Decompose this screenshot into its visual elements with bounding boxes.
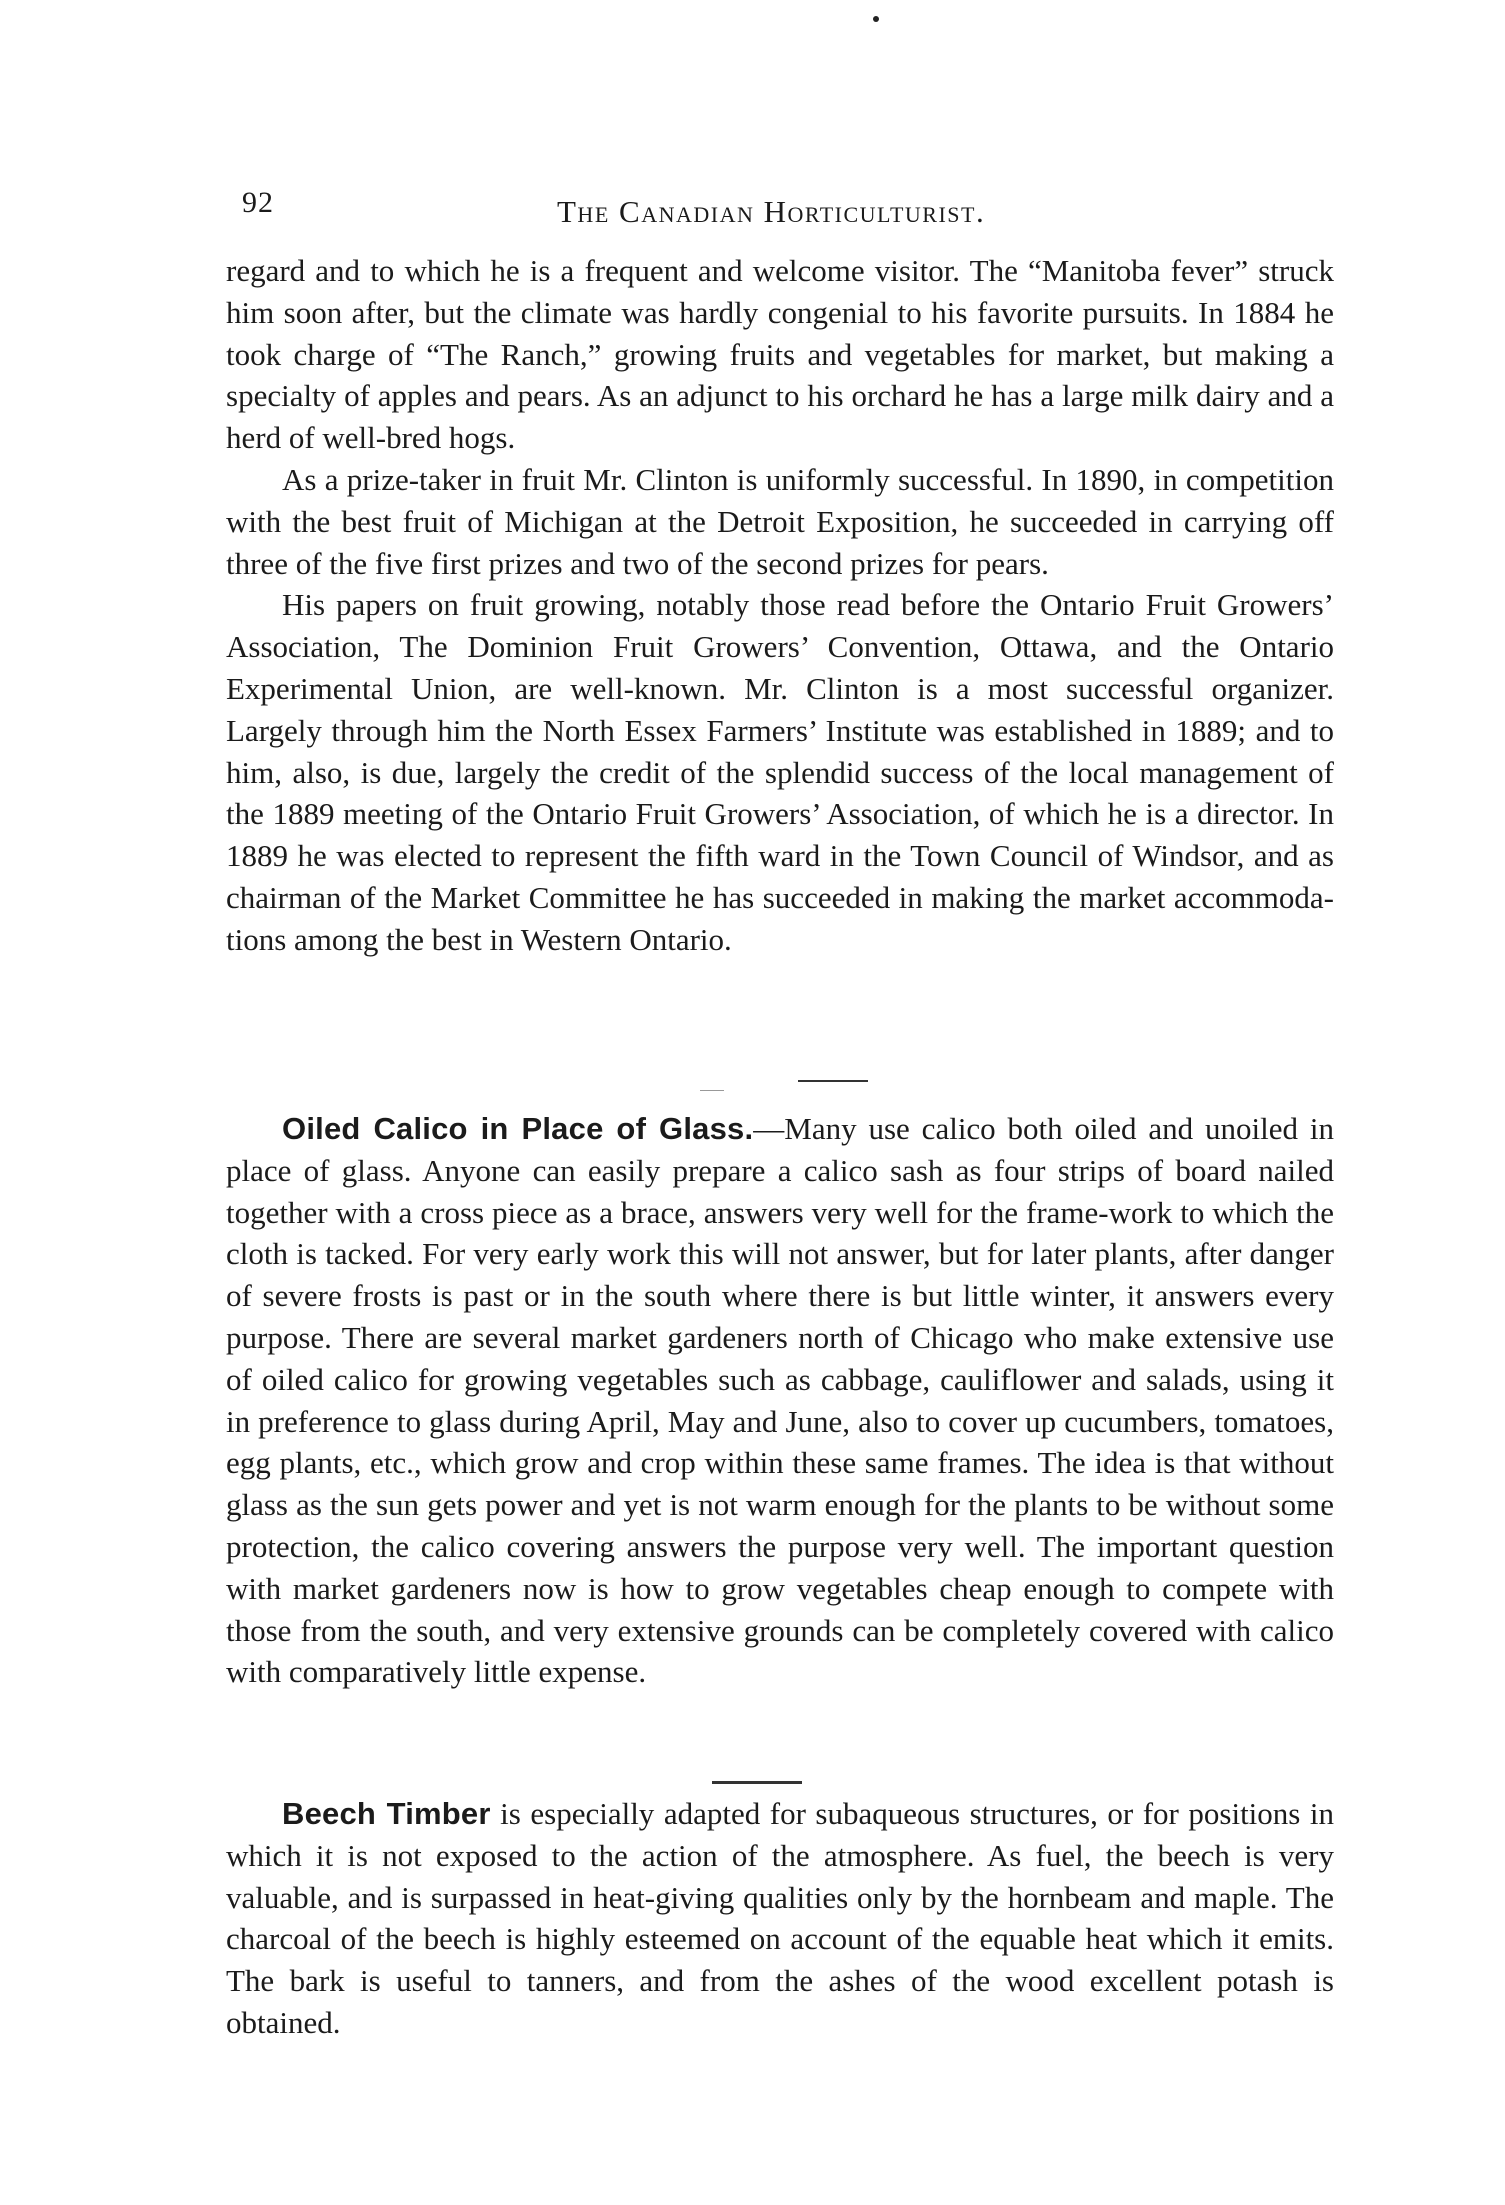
oiled-calico-paragraph xyxy=(226,1108,1334,1693)
article-divider xyxy=(712,1781,802,1784)
section-divider-faint xyxy=(700,1090,724,1091)
clinton-biography xyxy=(226,250,1334,961)
beech-timber-article xyxy=(226,1793,1334,2044)
section-divider xyxy=(798,1080,868,1082)
paragraph-prize-taker: As a prize-taker in fruit Mr. Clinton is uniformly successful. In 1890, in competition with the best fruit of Michigan at the Detroit Exposition, he succeeded in carrying off three of the five first prizes and two of the second prizes for pears. xyxy=(226,461,1334,581)
beech-timber-paragraph xyxy=(226,1793,1334,2044)
running-title: The Canadian Horticulturist. xyxy=(557,194,986,229)
oiled-calico-article xyxy=(226,1108,1334,1693)
beech-timber-heading: Beech Timber xyxy=(282,1796,491,1831)
ink-dot xyxy=(873,16,879,22)
paragraph-manitoba: regard and to which he is a frequent and welcome visitor. The “Manitoba fever” struck him soon after, but the climate was hardly congenial to his favorite pursuits. In 1884 he took charge of “The Ranch,” growing fruits and vegetables for market, but making a specialty of apples and pears. As an adjunct to his orchard he has a large milk dairy and a herd of well-bred hogs. xyxy=(226,253,1334,456)
paragraph-papers: His papers on fruit growing, notably those read before the Ontario Fruit Growers’ Association, The Dominion Fruit Growers’ Convention, Ottawa, and the Ontario Experimental Union, are well-known. Mr. Clinton is a most successful organizer. Largely through him the North Essex Farmers’ Institute was established in 1889; and to him, also, is due, largely the credit of the splendid success of the local management of the 1889 meeting of the Ontario Fruit Growers’ Association, of which he is a director. In 1889 he was elected to represent the fifth ward in the Town Council of Windsor, and as chairman of the Market Committee he has succeeded in making the market accommodations among the best in Western Ontario. xyxy=(226,587,1334,957)
page-header xyxy=(222,186,1312,236)
oiled-calico-heading: Oiled Calico in Place of Glass. xyxy=(282,1111,754,1146)
page-number: 92 xyxy=(242,186,274,219)
beech-timber-body: is especially adapted for subaqueous structures, or for positions in which it is not exposed to the action of the atmosphere. As fuel, the beech is very valuable, and is surpassed in heat-giving qualities only by the hornbeam and maple. The charcoal of the beech is highly esteemed on account of the equable heat which it emits. The bark is useful to tanners, and from the ashes of the wood excellent potash is obtained. xyxy=(226,1796,1334,2040)
oiled-calico-body: —Many use calico both oiled and unoiled in place of glass. Anyone can easily prepare a calico sash as four strips of board nailed together with a cross piece as a brace, answers very well for the frame-work to which the cloth is tacked. For very early work this will not answer, but for later plants, after danger of severe frosts is past or in the south where there is but little winter, it answers every purpose. There are several market gardeners north of Chicago who make extensive use of oiled calico for growing vegetables such as cabbage, cauliflower and salads, using it in preference to glass during April, May and June, also to cover up cucumbers, tomatoes, egg plants, etc., which grow and crop within these same frames. The idea is that without glass as the sun gets power and yet is not warm enough for the plants to be without some protection, the calico covering answers the purpose very well. The important question with market gardeners now is how to grow vegetables cheap enough to compete with those from the south, and very extensive grounds can be completely covered with calico with comparatively little expense. xyxy=(226,1111,1334,1690)
